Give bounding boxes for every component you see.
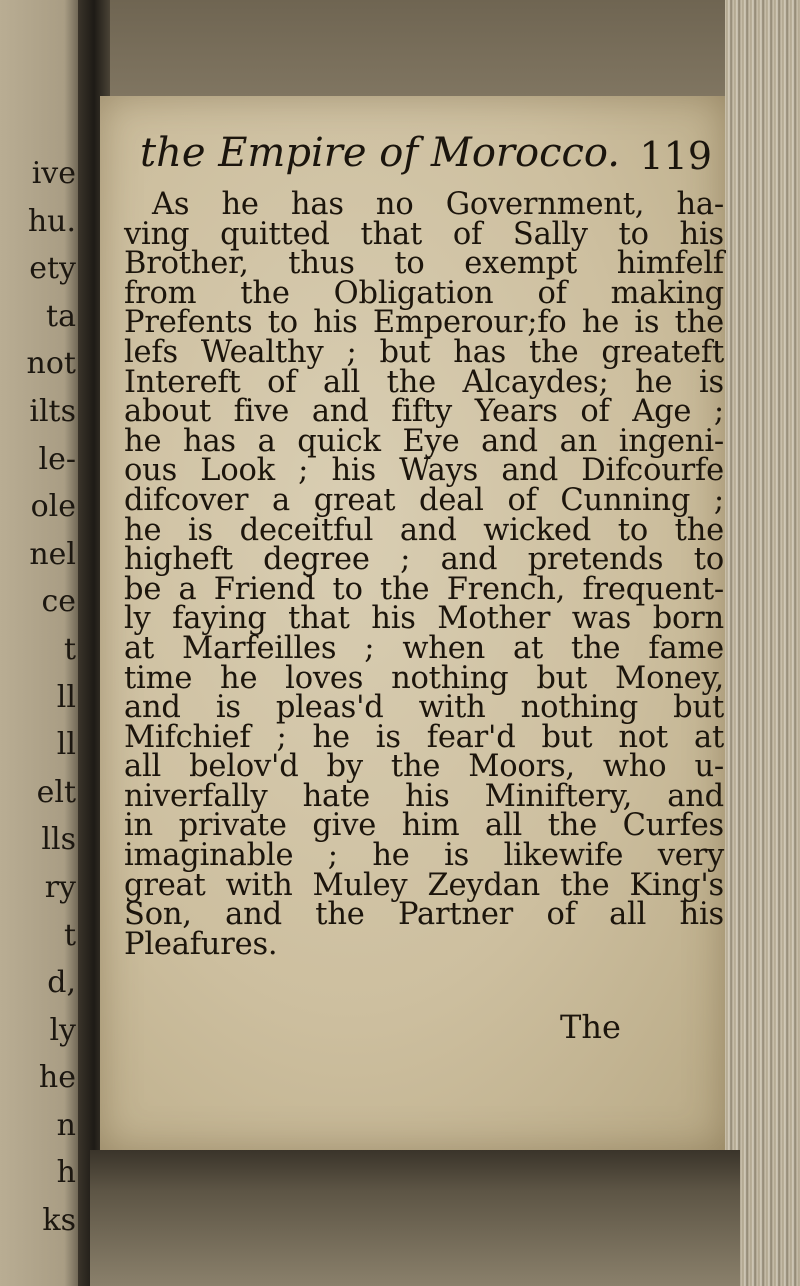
- text-line: higheft degree ; and pretends to: [124, 542, 724, 578]
- facing-page-fragment-line: ll: [56, 679, 76, 715]
- facing-page-fragment-line: ks: [42, 1203, 76, 1239]
- facing-page-fragment-line: d,: [47, 965, 76, 1001]
- facing-page-fragment-line: lls: [41, 822, 76, 858]
- text-line: great with Muley Zeydan the King's: [124, 867, 724, 903]
- facing-page-fragment-line: elt: [36, 774, 76, 810]
- facing-page-fragment-line: ce: [41, 584, 76, 620]
- facing-page-line-endings: [2, 150, 76, 1245]
- page-edges: [725, 0, 800, 1286]
- facing-page-fragment-line: ive: [31, 156, 76, 191]
- text-line: and is pleas'd with nothing but: [124, 690, 724, 726]
- facing-page-fragment-line: ta: [46, 298, 76, 334]
- facing-page-fragment-line: ilts: [29, 393, 76, 429]
- text-line: about five and fifty Years of Age ;: [124, 394, 724, 430]
- text-line: Prefents to his Emperour;fo he is the: [124, 305, 724, 341]
- facing-page-fragment-line: ll: [56, 727, 76, 763]
- text-line: ving quitted that of Sally to his: [124, 216, 724, 252]
- page-header: [140, 120, 712, 180]
- text-line: imaginable ; he is likewife very: [124, 838, 724, 874]
- text-line: niverfally hate his Miniftery, and: [124, 778, 724, 814]
- facing-page-fragment-line: ety: [29, 251, 76, 287]
- facing-page-fragment-line: t: [63, 917, 76, 953]
- body-text: [124, 187, 724, 962]
- text-line: be a Friend to the French, frequent-: [124, 571, 724, 607]
- text-line: all belov'd by the Moors, who u-: [124, 749, 724, 785]
- facing-page-fragment-line: nel: [29, 536, 76, 572]
- facing-page-fragment-line: ry: [44, 869, 76, 905]
- running-title: the Empire of Morocco.: [140, 130, 620, 176]
- facing-page-fragment-line: le-: [38, 441, 76, 477]
- page-number: 119: [639, 134, 712, 178]
- text-line: at Marfeilles ; when at the fame: [124, 630, 724, 666]
- facing-page-fragment-line: h: [56, 1155, 76, 1191]
- page-bottom-shadow: [90, 1150, 740, 1286]
- text-line: in private give him all the Curfes: [124, 808, 724, 844]
- text-line: he has a quick Eye and an ingeni-: [124, 423, 724, 459]
- facing-page-fragment-line: not: [26, 346, 76, 382]
- facing-page-fragment-line: ole: [30, 489, 76, 525]
- text-line: Pleafures.: [124, 926, 278, 962]
- text-line: ly faying that his Mother was born: [124, 601, 724, 637]
- text-line: lefs Wealthy ; but has the greateft: [124, 334, 724, 370]
- text-line: Brother, thus to exempt himfelf: [124, 246, 724, 282]
- text-line: ous Look ; his Ways and Difcourfe: [124, 453, 724, 489]
- catchword: The: [560, 1008, 621, 1046]
- text-line: As he has no Government, ha-: [152, 187, 724, 222]
- text-line: he is deceitful and wicked to the: [124, 512, 724, 548]
- facing-page-fragment-line: n: [56, 1107, 76, 1143]
- text-line: difcover a great deal of Cunning ;: [124, 482, 724, 518]
- text-line: Intereft of all the Alcaydes; he is: [124, 364, 724, 400]
- text-line: Mifchief ; he is fear'd but not at: [124, 719, 724, 755]
- facing-page-fragment-line: ly: [49, 1012, 76, 1048]
- text-line: time he loves nothing but Money,: [124, 660, 724, 696]
- facing-page-fragment-line: he: [38, 1060, 76, 1096]
- text-line: Son, and the Partner of all his: [124, 897, 724, 933]
- text-line: from the Obligation of making: [124, 275, 724, 311]
- facing-page-fragment-line: hu.: [27, 203, 76, 239]
- facing-page-fragment-line: t: [63, 631, 76, 667]
